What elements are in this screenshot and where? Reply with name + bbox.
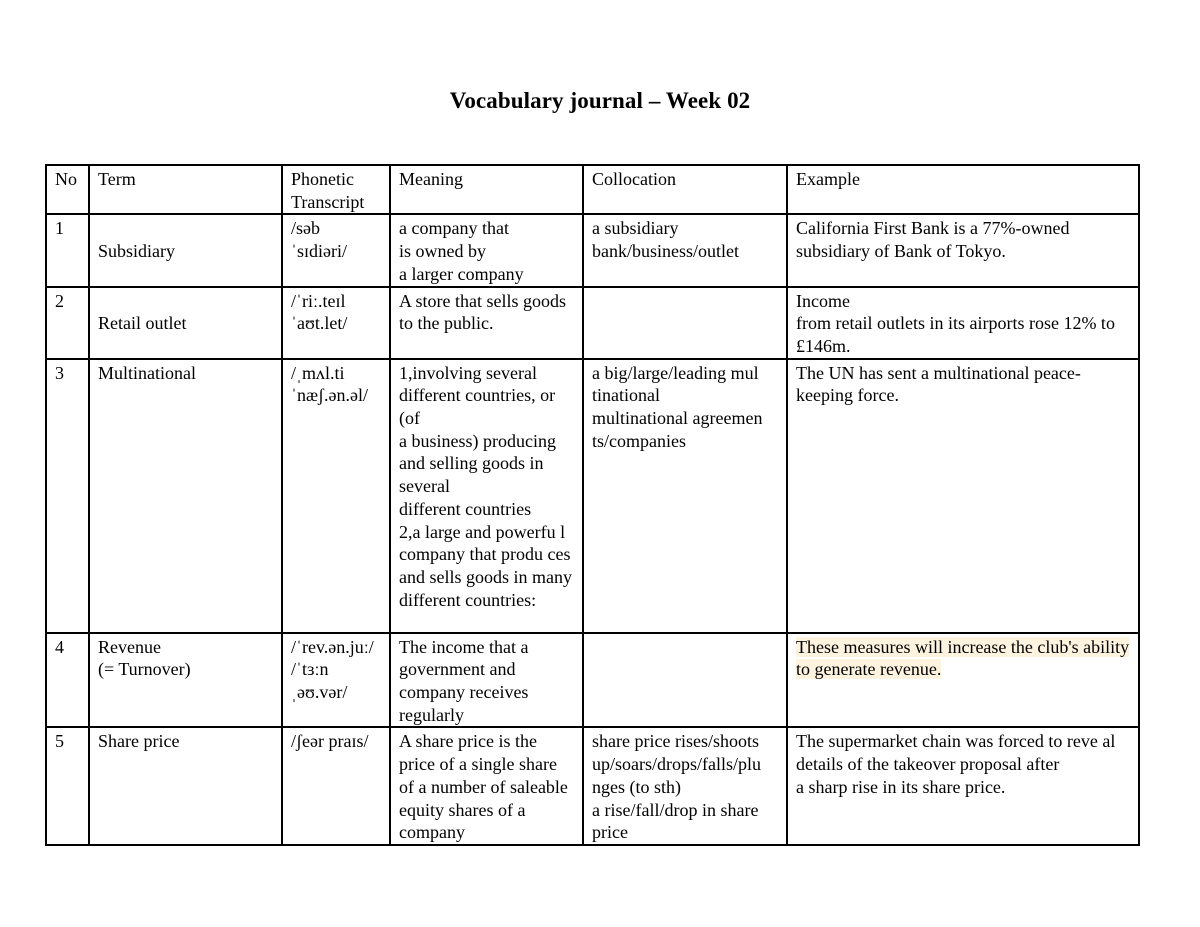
table-row [46, 727, 1139, 845]
cell-meaning: a company that is owned by a larger company [390, 214, 583, 286]
cell-phonetic: /ˌmʌl.ti ˈnæʃ.ən.əl/ [282, 359, 390, 633]
cell-meaning: 1,involving several different countries, or (of a business) producing and selling goods in several different countries 2,a large and powerfu l company that produ ces and sells goods in many different countries: [390, 359, 583, 633]
header-phonetic: Phonetic Transcript [282, 165, 390, 214]
cell-no: 3 [46, 359, 89, 633]
cell-term: Multinational [89, 359, 282, 633]
cell-term: Share price [89, 727, 282, 845]
cell-no: 1 [46, 214, 89, 286]
cell-collocation [583, 633, 787, 728]
cell-phonetic: /ˈriː.teɪl ˈaʊt.let/ [282, 287, 390, 359]
cell-term: Retail outlet [89, 287, 282, 359]
header-example: Example [787, 165, 1139, 214]
cell-collocation [583, 287, 787, 359]
cell-phonetic: /səb ˈsɪdiəri/ [282, 214, 390, 286]
cell-phonetic: /ʃeər praɪs/ [282, 727, 390, 845]
cell-example [787, 633, 1139, 728]
cell-no: 5 [46, 727, 89, 845]
cell-example: Income from retail outlets in its airports rose 12% to £146m. [787, 287, 1139, 359]
cell-term: Subsidiary [89, 214, 282, 286]
vocabulary-table [45, 164, 1140, 846]
highlighted-example: These measures will increase the club's ability to generate revenue. [796, 636, 1130, 680]
cell-example: The supermarket chain was forced to reve al details of the takeover proposal after a sharp rise in its share price. [787, 727, 1139, 845]
table-row [46, 287, 1139, 359]
page-title: Vocabulary journal – Week 02 [449, 88, 751, 113]
header-collocation: Collocation [583, 165, 787, 214]
cell-example: The UN has sent a multinational peace-keeping force. [787, 359, 1139, 633]
table-row [46, 633, 1139, 728]
cell-meaning: The income that a government and company receives regularly [390, 633, 583, 728]
cell-phonetic: /ˈrev.ən.juː/ /ˈtɜːn ˌəʊ.vər/ [282, 633, 390, 728]
cell-collocation: a big/large/leading mul tinational multinational agreemen ts/companies [583, 359, 787, 633]
header-meaning: Meaning [390, 165, 583, 214]
cell-no: 4 [46, 633, 89, 728]
cell-collocation: share price rises/shoots up/soars/drops/falls/plu nges (to sth) a rise/fall/drop in share price [583, 727, 787, 845]
header-no: No [46, 165, 89, 214]
table-row [46, 214, 1139, 286]
cell-meaning: A store that sells goods to the public. [390, 287, 583, 359]
header-term: Term [89, 165, 282, 214]
cell-example: California First Bank is a 77%-owned subsidiary of Bank of Tokyo. [787, 214, 1139, 286]
cell-term: Revenue (= Turnover) [89, 633, 282, 728]
cell-no: 2 [46, 287, 89, 359]
cell-collocation: a subsidiary bank/business/outlet [583, 214, 787, 286]
cell-meaning: A share price is the price of a single share of a number of saleable equity shares of a company [390, 727, 583, 845]
header-row [46, 165, 1139, 214]
table-row [46, 359, 1139, 633]
